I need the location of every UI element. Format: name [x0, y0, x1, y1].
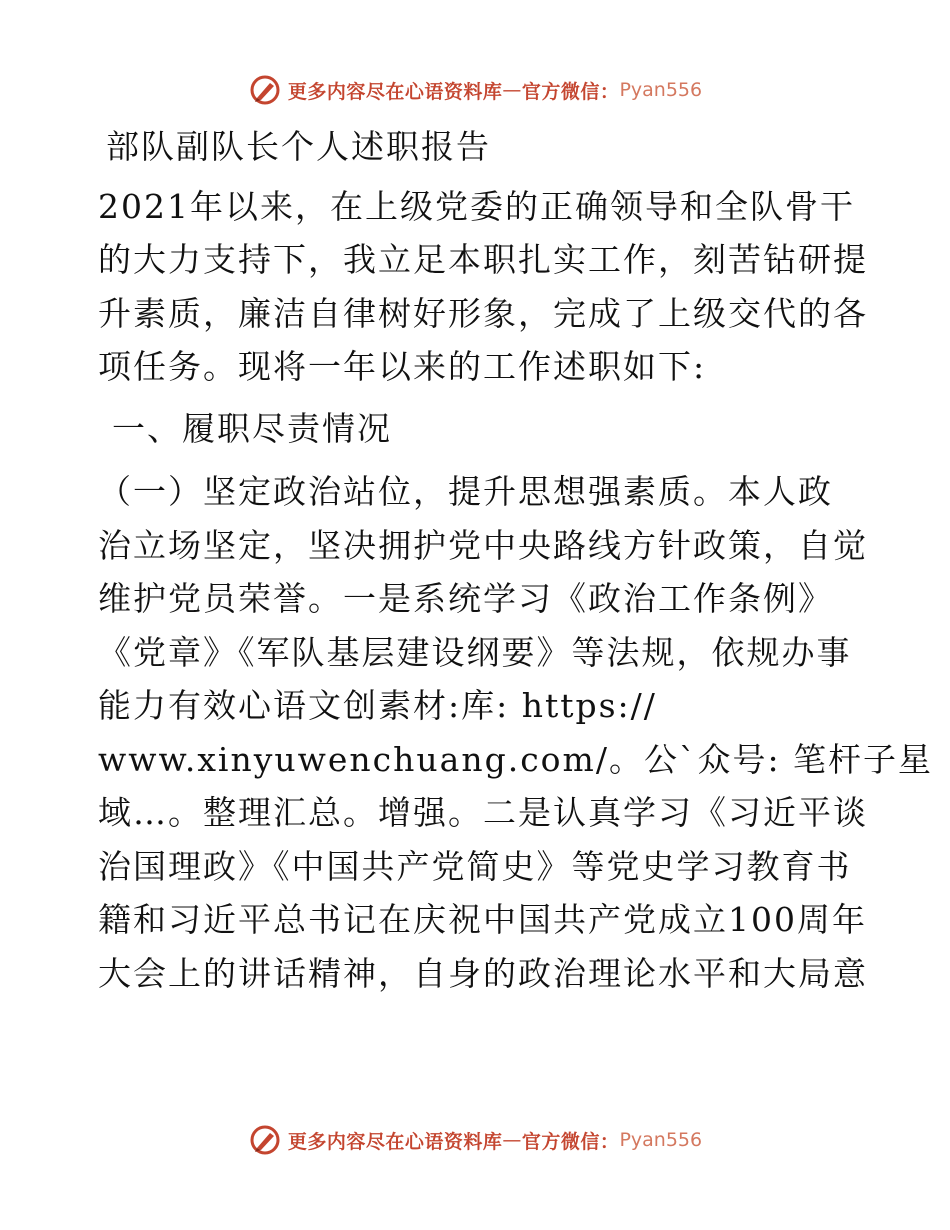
text-line: 2021年以来，在上级党委的正确领导和全队骨干 [98, 186, 855, 226]
text-line: 的大力支持下，我立足本职扎实工作，刻苦钻研提 [98, 240, 868, 279]
watermark-wechat-id: Pyan556 [619, 79, 703, 101]
watermark-wechat-label: 官方微信： [521, 80, 620, 103]
watermark-separator: — [502, 79, 522, 101]
text-line: （一）坚定政治站位，提升思想强素质。本人政 [98, 472, 833, 511]
text-line: 项任务。现将一年以来的工作述职如下: [98, 347, 707, 386]
text-line: www.xinyuwenchuang.com/。公`众号: 笔杆子星 [98, 739, 934, 779]
watermark-wechat-label: 官方微信： [521, 1130, 620, 1153]
watermark-wechat-id: Pyan556 [619, 1129, 703, 1151]
watermark-main-text: 更多内容尽在心语资料库 [287, 1130, 503, 1153]
watermark-separator: — [502, 1129, 522, 1151]
watermark-main-text: 更多内容尽在心语资料库 [287, 80, 503, 103]
section-heading: 一、履职尽责情况 [112, 408, 392, 448]
text-line: 维护党员荣誉。一是系统学习《政治工作条例》 [98, 579, 833, 618]
text-line: 域…。整理汇总。增强。二是认真学习《习近平谈 [98, 793, 868, 832]
text-line: 治立场坚定，坚决拥护党中央路线方针政策，自觉 [98, 525, 868, 565]
text-line: 《党章》《军队基层建设纲要》等法规，依规办事 [98, 632, 852, 672]
text-line: 治国理政》《中国共产党简史》等党史学习教育书 [98, 846, 852, 886]
pen-circle-icon [248, 73, 282, 107]
text-line: 籍和习近平总书记在庆祝中国共产党成立100周年 [98, 900, 867, 939]
paragraph-intro [98, 180, 868, 394]
document-body [98, 120, 934, 1000]
pen-circle-icon [248, 1123, 282, 1157]
paragraph-political-stance [98, 465, 934, 1000]
text-line: 升素质，廉洁自律树好形象，完成了上级交代的各 [98, 293, 868, 333]
text-line: 大会上的讲话精神，自身的政治理论水平和大局意 [98, 953, 868, 993]
watermark-banner-top [0, 70, 950, 110]
watermark-banner-bottom [0, 1120, 950, 1160]
document-title: 部队副队长个人述职报告 [106, 127, 491, 166]
text-line: 能力有效心语文创素材:库: https:// [98, 686, 657, 725]
